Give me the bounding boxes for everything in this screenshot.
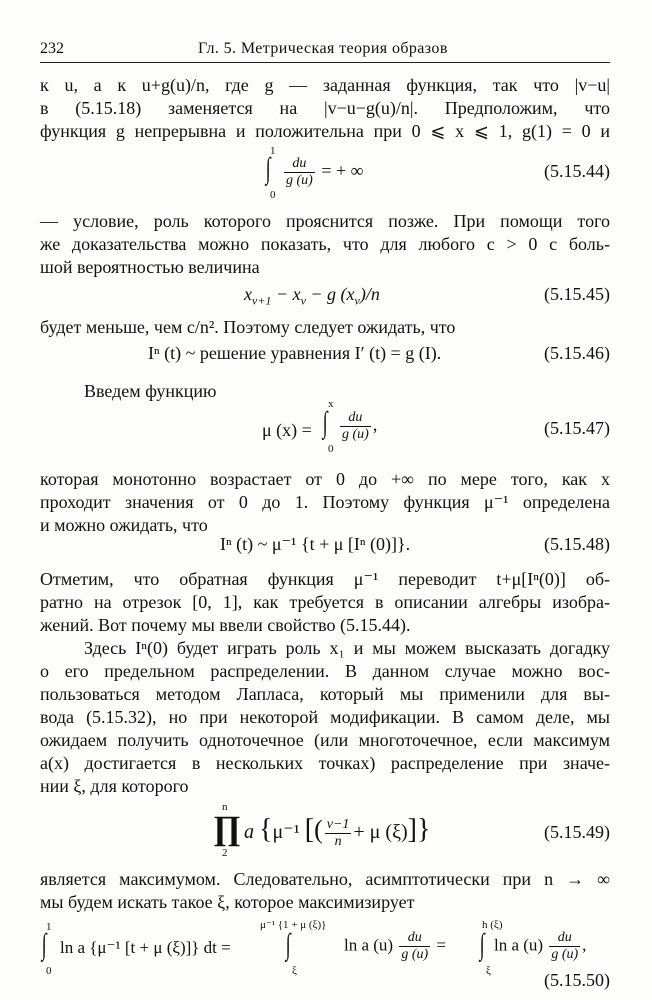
numerator: du — [340, 410, 371, 427]
integral-sign: ∫ — [41, 928, 47, 961]
integral-upper-limit: x — [328, 398, 334, 410]
fraction — [325, 817, 352, 850]
equation-number: (5.15.48) — [544, 534, 610, 554]
brace-close: } — [416, 814, 431, 845]
denominator: g (u) — [286, 173, 313, 188]
equation-tail: , — [582, 935, 587, 955]
integral-lower-limit: ξ — [292, 965, 297, 977]
text-line: и можно ожидать, что — [40, 515, 208, 535]
text-line: шой вероятностью величина — [40, 257, 260, 277]
numerator: du — [549, 930, 580, 947]
denominator: g (u) — [342, 427, 369, 442]
integral-sign: ∫ — [265, 152, 271, 185]
equation-body: Iⁿ (t) ~ решение уравнения I′ (t) = g (I). — [148, 343, 442, 363]
running-header — [40, 40, 612, 58]
text-line: Введем функцию — [84, 381, 217, 401]
equation-tail: , — [372, 414, 378, 435]
integral-lower-limit: 0 — [270, 189, 276, 201]
text-line: Отметим, что обратная функция μ⁻¹ переводит t+μ[Iⁿ(0)] об- — [40, 569, 610, 589]
denominator: n — [334, 833, 342, 849]
numerator: du — [284, 156, 315, 173]
text-line: вода (5.15.32), но при некоторой модификации. В самом деле, мы — [40, 707, 610, 727]
equation-number: (5.15.47) — [544, 418, 610, 438]
equation-body: Iⁿ (t) ~ μ⁻¹ {t + μ [Iⁿ (0)]}. — [220, 534, 411, 554]
integral-sign: ∫ — [322, 406, 328, 439]
bracket-open: [ — [304, 814, 315, 845]
integral-lower-limit: 0 — [46, 965, 52, 977]
equation-number: (5.15.45) — [544, 284, 610, 304]
paren-open: ( — [314, 815, 323, 844]
text-line: мы будем искать такое ξ, которое максимизирует — [40, 892, 415, 912]
equation-rhs: = + ∞ — [321, 160, 364, 181]
running-title: Гл. 5. Метрическая теория образов — [198, 40, 448, 57]
product-lower-limit: 2 — [222, 847, 228, 859]
page-number: 232 — [40, 40, 64, 57]
text-line: является максимумом. Следовательно, асимптотически при n → ∞ — [40, 869, 610, 889]
fraction — [340, 410, 371, 443]
integral-sign: ∫ — [285, 928, 291, 961]
text-line: о его предельном распределении. В данном случае можно вос- — [40, 661, 610, 681]
equation-body: ln a {μ⁻¹ [t + μ (ξ)]} dt = — [60, 938, 231, 957]
text-line: в (5.15.18) заменяется на |v−u−g(u)/n|. Предположим, что — [40, 98, 610, 118]
header-rule — [40, 62, 610, 63]
text-line: a(x) достигается в нескольких точках) распределение при значе- — [40, 753, 610, 773]
inner-term: + μ (ξ) — [353, 821, 408, 843]
equation-number: (5.15.44) — [544, 161, 610, 181]
bracket-close: ] — [407, 814, 417, 845]
fraction — [399, 930, 430, 963]
brace-open: { — [259, 814, 273, 845]
text-line: ратно на отрезок [0, 1], как требуется в описании алгебры изобра- — [40, 592, 610, 612]
denominator: g (u) — [551, 947, 579, 962]
text-line: нии ξ, для которого — [40, 776, 189, 796]
text-line: — условие, роль которого прояснится позже. При помощи того — [40, 211, 610, 231]
text-line: пользоваться методом Лапласа, который мы применили для вы- — [40, 684, 610, 704]
text-line: к u, а к u+g(u)/n, где g — заданная функция, так что |v−u| — [40, 75, 610, 95]
text-line: функция g непрерывна и положительна при 0 ⩽ x ⩽ 1, g(1) = 0 и — [40, 121, 610, 141]
equals-sign: = — [436, 935, 447, 955]
inverse-mu: μ⁻¹ — [272, 821, 300, 843]
product-upper-limit: n — [222, 801, 228, 813]
integral-upper-limit: μ⁻¹ {1 + μ (ξ)} — [260, 919, 327, 931]
text-line: жений. Вот почему мы ввели свойство (5.15.44). — [40, 615, 411, 635]
equation-number: (5.15.50) — [544, 970, 610, 990]
integrand: ln a (u) — [344, 935, 394, 955]
equation-lhs: μ (x) = — [262, 420, 312, 440]
text-line: проходит значения от 0 до 1. Поэтому функция μ⁻¹ определена — [40, 492, 610, 512]
integral-lower-limit: 0 — [328, 443, 334, 455]
integral-upper-limit: 1 — [46, 921, 52, 933]
text-line: же доказательства можно показать, что для любого c > 0 с боль- — [40, 234, 610, 254]
equation-body: $x_{v+1} - x_v - g$ $(x_v)/n$ — [244, 284, 380, 308]
text-line: Здесь Iⁿ(0) будет играть роль x₁ и мы можем высказать догадку — [84, 638, 610, 658]
equation-number: (5.15.46) — [544, 343, 610, 363]
fraction — [284, 156, 315, 189]
equation-number: (5.15.49) — [544, 822, 610, 842]
fraction — [549, 930, 580, 963]
text-line: ожидаем получить одноточечное (или многоточечное, если максимум — [40, 730, 610, 750]
text-line: будет меньше, чем c/n². Поэтому следует ожидать, что — [40, 317, 456, 337]
text-line: которая монотонно возрастает от 0 до +∞ по мере того, как x — [40, 469, 610, 489]
integral-upper-limit: 1 — [270, 145, 276, 157]
numerator: v−1 — [326, 816, 350, 832]
numerator: du — [399, 930, 430, 947]
integral-lower-limit: ξ — [486, 965, 491, 977]
denominator: g (u) — [401, 947, 429, 962]
integrand: ln a (u) — [494, 935, 544, 955]
function-a: a — [244, 821, 254, 843]
product-sign: ∏ — [213, 810, 241, 847]
integral-sign: ∫ — [479, 928, 485, 961]
integral-upper-limit: h (ξ) — [482, 919, 503, 931]
